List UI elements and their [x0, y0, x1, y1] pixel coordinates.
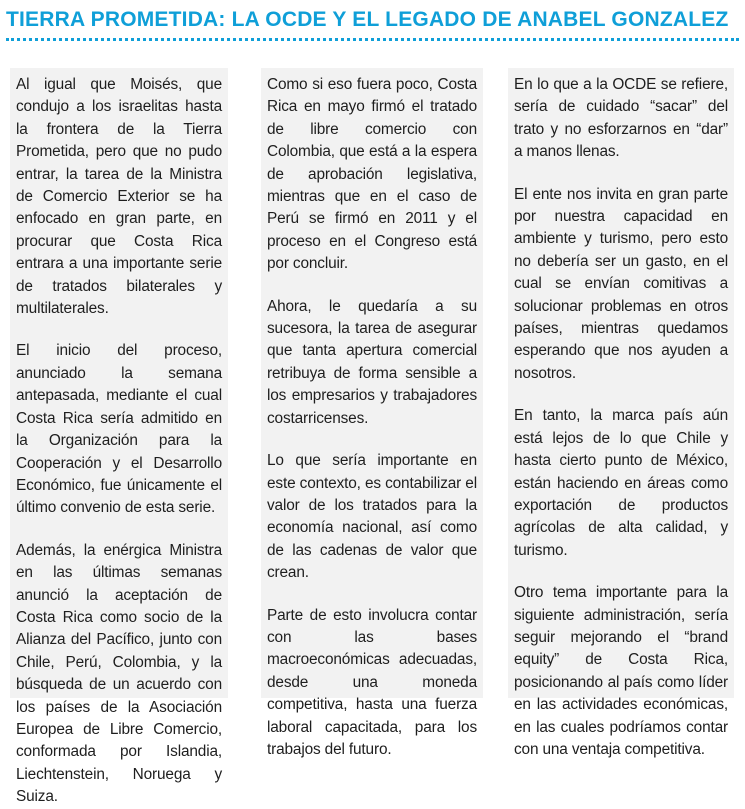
- paragraph: En lo que a la OCDE se refiere, sería de cuidado “sacar” del trato y no esforzarnos en “dar” a manos llenas.: [514, 76, 728, 161]
- article-body: [0, 68, 745, 806]
- paragraph: Lo que sería importante en este contexto, es contabilizar el valor de los tratados para la economía nacional, así como de las cadenas de valor que crean.: [267, 452, 477, 582]
- title-dotted-rule: [6, 38, 739, 41]
- paragraph: Además, la enérgica Ministra en las últimas semanas anunció la aceptación de Costa Rica como socio de la Alianza del Pacífico, junto con Chile, Perú, Colombia, y la búsqueda de un acuerdo con los países de la Asociación Europea de Libre Comercio, conformada por Islandia, Liechtenstein, Noruega y Suiza.: [16, 541, 222, 806]
- paragraph: Al igual que Moisés, que condujo a los israelitas hasta la frontera de la Tierra Prometida, pero que no pudo entrar, la tarea de la Ministra de Comercio Exterior se ha enfocado en gran parte, en procurar que Costa Rica entrara a una importante serie de tratados bilaterales y multilaterales.: [16, 76, 222, 318]
- column-3: [508, 68, 734, 758]
- column-1: [10, 68, 228, 806]
- column-2: [261, 68, 483, 758]
- paragraph: Parte de esto involucra contar con las bases macroeconómicas adecuadas, desde una moneda competitiva, hasta una fuerza laboral capacitada, para los trabajos del futuro.: [267, 606, 477, 758]
- paragraph: Ahora, le quedaría a su sucesora, la tarea de asegurar que tanta apertura comercial retribuya de forma sensible a los empresarios y trabajadores costarricenses.: [267, 297, 477, 427]
- paragraph: El inicio del proceso, anunciado la semana antepasada, mediante el cual Costa Rica sería admitido en la Organización para la Cooperación y el Desarrollo Económico, fue únicamente el último convenio de esta serie.: [16, 342, 222, 517]
- article-title: TIERRA PROMETIDA: LA OCDE Y EL LEGADO DE ANABEL GONZALEZ: [6, 8, 729, 31]
- paragraph: Como si eso fuera poco, Costa Rica en mayo firmó el tratado de libre comercio con Colombia, que está a la espera de aprobación legislativa, mientras que en el caso de Perú se firmó en 2011 y el proceso en el Congreso está por concluir.: [267, 76, 477, 273]
- paragraph: En tanto, la marca país aún está lejos de lo que Chile y hasta cierto punto de México, están haciendo en áreas como exportación de productos agrícolas de alta calidad, y turismo.: [514, 407, 728, 559]
- article-header: [6, 6, 739, 44]
- paragraph: Otro tema importante para la siguiente administración, sería seguir mejorando el “brand equity” de Costa Rica, posicionando al país como líder en las actividades económicas, en las cuales podríamos contar con una ventaja competitiva.: [514, 584, 728, 758]
- paragraph: El ente nos invita en gran parte por nuestra capacidad en ambiente y turismo, pero esto no debería ser un gasto, en el cual se envían comitivas a solucionar problemas en otros países, mientras quedamos esperando que nos ayuden a nosotros.: [514, 185, 728, 382]
